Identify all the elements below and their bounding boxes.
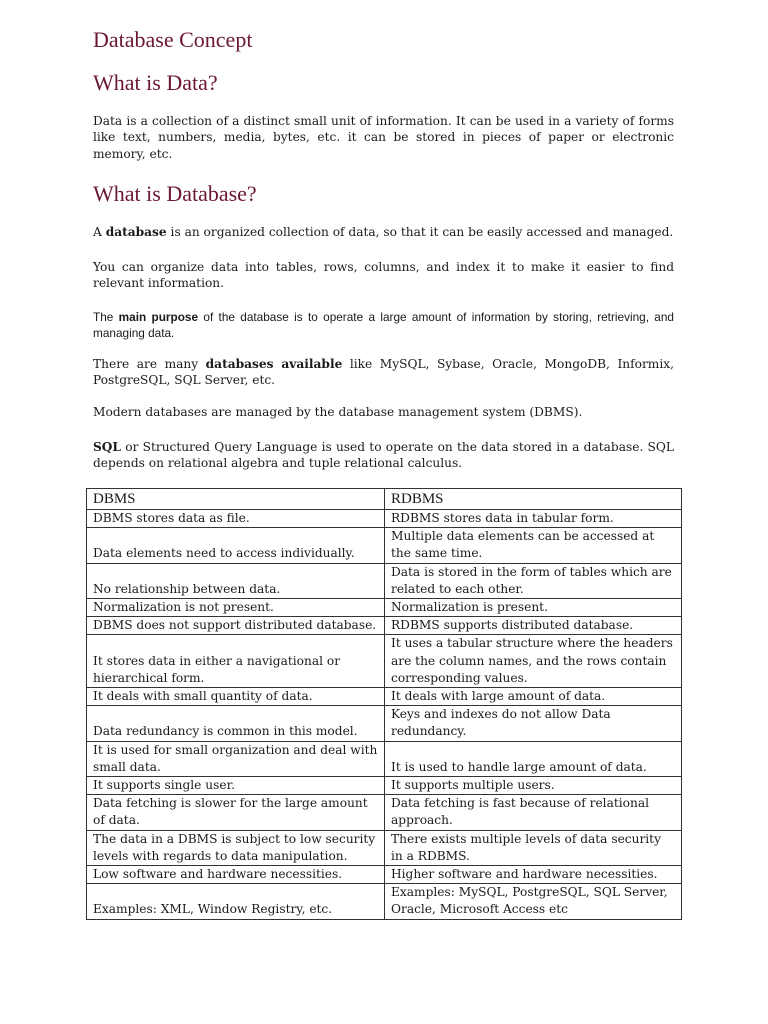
table-row (87, 830, 682, 865)
text: The (93, 310, 119, 324)
text: is an organized collection of data, so that it can be easily accessed and managed. (166, 225, 674, 239)
bold-term: databases available (205, 357, 343, 371)
table-cell-dbms: Low software and hardware necessities. (87, 866, 385, 884)
table-row (87, 706, 682, 741)
text: like MySQL, Sybase, Oracle, MongoDB, Informix, PostgreSQL, SQL Server, etc. (93, 357, 674, 388)
table-row (87, 528, 682, 563)
table-cell-rdbms: It supports multiple users. (385, 777, 682, 795)
table-cell-rdbms: It deals with large amount of data. (385, 688, 682, 706)
table-row (87, 688, 682, 706)
table-cell-rdbms: Keys and indexes do not allow Data redundancy. (385, 706, 682, 741)
comparison-table (86, 488, 682, 920)
paragraph-organize-data: You can organize data into tables, rows, columns, and index it to make it easier to find relevant information. (93, 260, 674, 291)
table-cell-rdbms: Data is stored in the form of tables which are related to each other. (385, 563, 682, 598)
table-cell-dbms: It is used for small organization and deal with small data. (87, 741, 385, 776)
table-row (87, 884, 682, 919)
table-cell-rdbms: Multiple data elements can be accessed at the same time. (385, 528, 682, 563)
text: or Structured Query Language is used to operate on the data stored in a database. SQL depends on relational algebra and tuple relational calculus. (93, 440, 674, 471)
paragraph-main-purpose (93, 309, 674, 342)
table-cell-dbms: Examples: XML, Window Registry, etc. (87, 884, 385, 919)
text: There are many (93, 357, 206, 371)
table-cell-dbms: Data fetching is slower for the large amount of data. (87, 795, 385, 830)
table-row (87, 795, 682, 830)
table-cell-rdbms: It uses a tabular structure where the headers are the column names, and the rows contain corresponding values. (385, 635, 682, 688)
table-cell-dbms: DBMS stores data as file. (87, 510, 385, 528)
table-cell-rdbms: Examples: MySQL, PostgreSQL, SQL Server, Oracle, Microsoft Access etc (385, 884, 682, 919)
table-header-rdbms: RDBMS (385, 489, 682, 510)
table-cell-dbms: Data elements need to access individually. (87, 528, 385, 563)
table-row (87, 510, 682, 528)
text: of the database is to operate a large amount of information by storing, retrieving, and managing data. (93, 310, 674, 341)
bold-term: main purpose (118, 310, 199, 324)
table-row (87, 617, 682, 635)
table-cell-dbms: DBMS does not support distributed database. (87, 617, 385, 635)
table-cell-dbms: Data redundancy is common in this model. (87, 706, 385, 741)
table-row (87, 741, 682, 776)
bold-term: SQL (93, 440, 121, 454)
paragraph-databases-available (93, 356, 674, 389)
table-row (87, 866, 682, 884)
table-cell-rdbms: There exists multiple levels of data security in a RDBMS. (385, 830, 682, 865)
paragraph-database-definition (93, 224, 673, 240)
table-cell-rdbms: Higher software and hardware necessities. (385, 866, 682, 884)
table-cell-dbms: It deals with small quantity of data. (87, 688, 385, 706)
bold-term: database (105, 225, 167, 239)
table-header-dbms: DBMS (87, 489, 385, 510)
text: A (93, 225, 106, 239)
table-row (87, 777, 682, 795)
table-cell-dbms: It supports single user. (87, 777, 385, 795)
table-cell-rdbms: Data fetching is fast because of relational approach. (385, 795, 682, 830)
table-cell-rdbms: It is used to handle large amount of data. (385, 741, 682, 776)
heading-what-is-database: What is Database? (93, 181, 257, 206)
table-cell-dbms: No relationship between data. (87, 563, 385, 598)
table-row (87, 599, 682, 617)
paragraph-dbms: Modern databases are managed by the database management system (DBMS). (93, 405, 583, 419)
table-cell-dbms: It stores data in either a navigational or hierarchical form. (87, 635, 385, 688)
heading-what-is-data: What is Data? (93, 70, 218, 95)
comparison-table-body (87, 489, 682, 920)
table-cell-dbms: The data in a DBMS is subject to low security levels with regards to data manipulation. (87, 830, 385, 865)
document-title: Database Concept (93, 27, 253, 52)
table-row (87, 635, 682, 688)
table-row (87, 563, 682, 598)
paragraph-data-definition: Data is a collection of a distinct small unit of information. It can be used in a variety of forms like text, numbers, media, bytes, etc. it can be stored in pieces of paper or electronic memory, etc. (93, 114, 674, 161)
table-cell-rdbms: RDBMS supports distributed database. (385, 617, 682, 635)
table-cell-rdbms: RDBMS stores data in tabular form. (385, 510, 682, 528)
table-cell-rdbms: Normalization is present. (385, 599, 682, 617)
paragraph-sql (93, 439, 674, 472)
table-header-row (87, 489, 682, 510)
table-cell-dbms: Normalization is not present. (87, 599, 385, 617)
